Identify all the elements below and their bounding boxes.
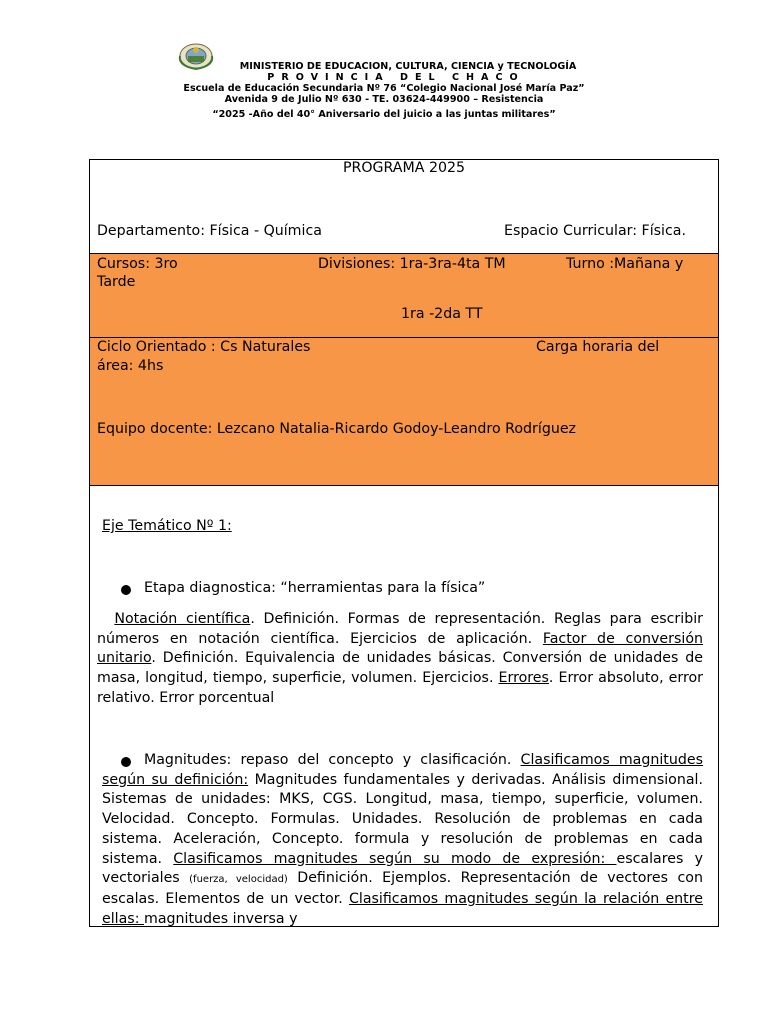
courses-row bbox=[90, 254, 718, 338]
conversion-factor-text: Factor de conversión unitario bbox=[97, 630, 703, 667]
year-motto: “2025 -Año del 40° Aniversario del juicio a las juntas militares” bbox=[212, 109, 556, 120]
school-address: Avenida 9 de Julio Nº 630 - TE. 03624-449900 – Resistencia bbox=[224, 94, 544, 105]
program-header-row bbox=[90, 160, 718, 254]
paragraph-text: escalares y vectoriales bbox=[102, 850, 703, 887]
paragraph-text: . Definición. Equivalencia de unidades básicas. Conversión de unidades de masa, longitud, tiempo, superficie, volumen. Ejercicios. bbox=[97, 650, 703, 687]
errors-text: Errores bbox=[498, 670, 549, 687]
paragraph-text: magnitudes inversa y bbox=[144, 910, 298, 927]
cycle-label: Ciclo Orientado : Cs Naturales bbox=[97, 339, 311, 355]
diagnostic-stage-item: Etapa diagnostica: “herramientas para la física” bbox=[144, 580, 486, 596]
divisions-label: Divisiones: 1ra-3ra-4ta TM bbox=[318, 256, 506, 272]
department-label: Departamento: Física - Química bbox=[97, 223, 322, 239]
divisions-tt-label: 1ra -2da TT bbox=[401, 306, 483, 322]
teaching-team-label: Equipo docente: Lezcano Natalia-Ricardo Godoy-Leandro Rodríguez bbox=[97, 421, 576, 437]
scientific-notation-link-text: Notación científica bbox=[114, 611, 251, 627]
cycle-row bbox=[90, 338, 718, 486]
hours-label-continued: área: 4hs bbox=[97, 358, 164, 374]
ministry-name: MINISTERIO DE EDUCACION, CULTURA, CIENCIA y TECNOLOGÍA bbox=[239, 61, 577, 72]
axis-title: Eje Temático Nº 1: bbox=[102, 518, 232, 534]
paragraph-magnitudes bbox=[102, 751, 703, 927]
paragraph-text: . Error absoluto, error relativo. Error porcentual bbox=[97, 670, 703, 706]
courses-label: Cursos: 3ro bbox=[97, 256, 178, 272]
paragraph-text: Magnitudes: repaso del concepto y clasificación. bbox=[144, 752, 521, 768]
province-name: PROVINCIA DEL CHACO bbox=[267, 72, 525, 83]
paragraph-scientific-notation bbox=[97, 610, 703, 709]
paragraph-text: Magnitudes fundamentales y derivadas. Análisis dimensional. Sistemas de unidades: MKS, CGS. Longitud, masa, tiempo, superficie, volumen. Velocidad. Concepto. Formulas. Unidades. Resolución de problemas en cada sistema. Aceleración, Concepto. formula y resolución de problemas en cada sistema. bbox=[102, 771, 704, 867]
classify-definition-text: Clasificamos magnitudes según su definición: bbox=[102, 752, 703, 788]
school-name: Escuela de Educación Secundaria Nº 76 “Colegio Nacional José María Paz” bbox=[183, 83, 585, 94]
hours-label: Carga horaria del bbox=[536, 339, 660, 355]
shift-label-continued: Tarde bbox=[97, 274, 136, 290]
content-row bbox=[90, 486, 718, 927]
classify-relation-text: Clasificamos magnitudes según la relación entre ellas: bbox=[102, 890, 703, 927]
program-title: PROGRAMA 2025 bbox=[342, 160, 466, 176]
shift-label: Turno :Mañana y bbox=[566, 256, 684, 272]
paragraph-text: . Definición. Formas de representación. Reglas para escribir números en notación científica. Ejercicios de aplicación. bbox=[97, 611, 703, 647]
program-table bbox=[89, 159, 719, 927]
curricular-space-label: Espacio Curricular: Física. bbox=[504, 223, 686, 239]
paragraph-text: Definición. Ejemplos. Representación de vectores con escalas. Elementos de un vector. bbox=[102, 870, 703, 907]
bullet-dot bbox=[121, 585, 131, 595]
classify-expression-text: Clasificamos magnitudes según su modo de expresión: bbox=[173, 850, 617, 867]
paragraph-small-text: (fuerza, velocidad) bbox=[189, 874, 288, 886]
